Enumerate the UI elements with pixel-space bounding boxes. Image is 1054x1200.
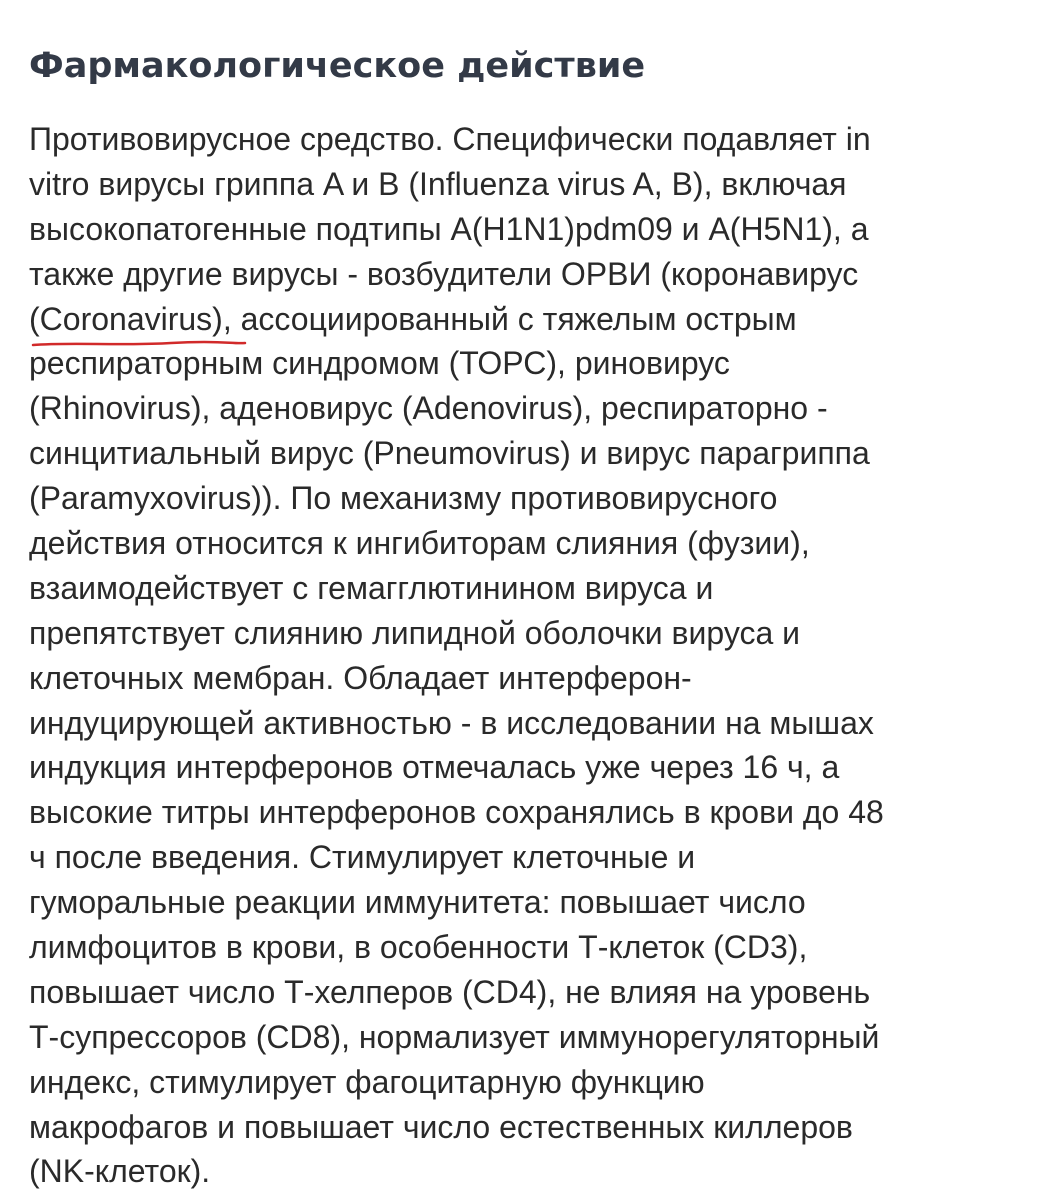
text-line: клеточных мембран. Обладает интерферон- — [29, 659, 692, 696]
text-line: синцитиальный вирус (Pneumovirus) и вирус парагриппа — [29, 435, 870, 472]
text-line: (Coronavirus), ассоциированный с тяжелым острым — [29, 300, 797, 337]
text-line: высокие титры интерферонов сохранялись в крови до 48 — [29, 794, 884, 831]
text-line: (Paramyxovirus)). По механизму противовирусного — [29, 480, 778, 517]
text-line: высокопатогенные подтипы A(H1N1)pdm09 и A(H5N1), а — [29, 210, 869, 247]
text-line: гуморальные реакции иммунитета: повышает число — [29, 884, 806, 921]
text-line: действия относится к ингибиторам слияния (фузии), — [29, 525, 810, 562]
text-line: повышает число Т-хелперов (CD4), не влияя на уровень — [29, 973, 871, 1010]
text-line: респираторным синдромом (ТОРС), риновирус — [29, 345, 730, 382]
text-line: макрофагов и повышает число естественных киллеров — [29, 1108, 853, 1145]
text-line: Т-супрессоров (CD8), нормализует иммунорегуляторный — [29, 1018, 880, 1055]
text-line: препятствует слиянию липидной оболочки вируса и — [29, 614, 801, 651]
text-line: (NK-клеток). — [29, 1153, 211, 1190]
text-line: Противовирусное средство. Специфически подавляет in — [29, 121, 871, 157]
text-line: (Rhinovirus), аденовирус (Adenovirus), респираторно - — [29, 390, 828, 427]
text-line: vitro вирусы гриппа A и B (Influenza virus A, B), включая — [29, 165, 847, 202]
text-line: также другие вирусы - возбудители ОРВИ (коронавирус — [29, 255, 859, 292]
section-heading: Фармакологическое действие — [29, 46, 646, 86]
text-line: лимфоцитов в крови, в особенности Т-клеток (CD3), — [29, 929, 808, 966]
text-line: индуцирующей активностью - в исследовании на мышах — [29, 704, 874, 741]
body-paragraph — [29, 117, 1039, 1194]
text-line: взаимодействует с гемагглютинином вируса и — [29, 569, 714, 606]
text-line: ч после введения. Стимулирует клеточные и — [29, 839, 696, 876]
text-line: индукция интерферонов отмечалась уже через 16 ч, а — [29, 749, 840, 786]
text-line: индекс, стимулирует фагоцитарную функцию — [29, 1063, 705, 1100]
